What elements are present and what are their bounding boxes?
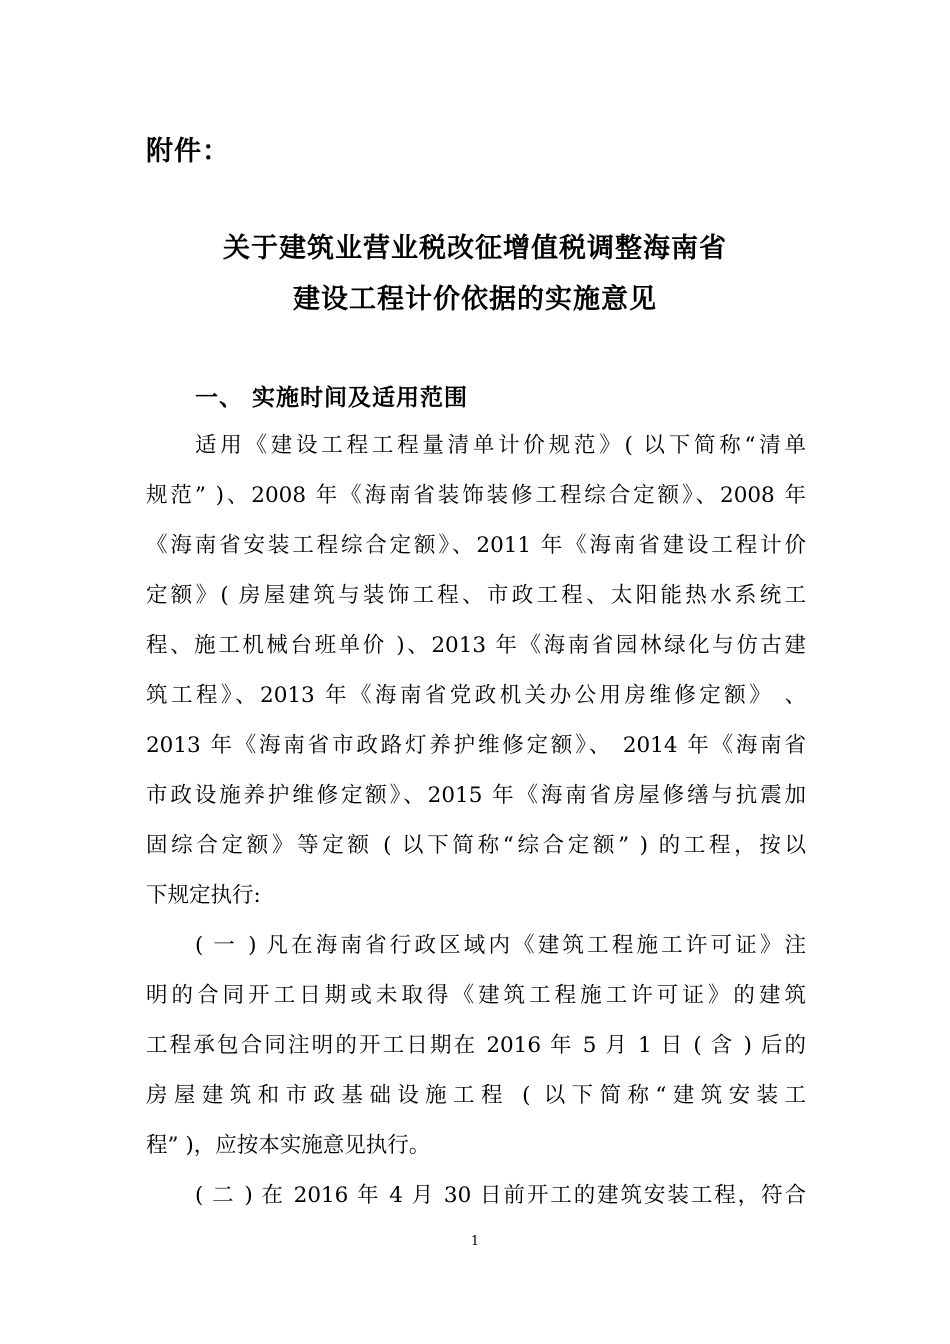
- body-line: 《海南省安装工程综合定额》、2011 年《海南省建设工程计价: [146, 533, 806, 558]
- body-line: ( 二 ) 在 2016 年 4 月 30 日前开工的建筑安装工程，符合: [195, 1183, 806, 1208]
- body-line: 工程承包合同注明的开工日期在 2016 年 5 月 1 日 ( 含 ) 后的: [146, 1033, 806, 1058]
- body-line: 2013 年《海南省市政路灯养护维修定额》、 2014 年《海南省: [146, 733, 806, 758]
- body-line: 程、施工机械台班单价 )、2013 年《海南省园林绿化与仿古建: [146, 633, 806, 658]
- body-line: ( 一 ) 凡在海南省行政区域内《建筑工程施工许可证》注: [195, 933, 806, 958]
- attachment-label: 附件：: [146, 136, 230, 167]
- page-number: 1: [470, 1234, 480, 1249]
- body-line: 适用《建设工程工程量清单计价规范》( 以下简称“清单: [195, 433, 806, 458]
- section-heading: 一、 实施时间及适用范围: [195, 385, 469, 411]
- body-line: 规范” )、2008 年《海南省装饰装修工程综合定额》、2008 年: [146, 483, 806, 508]
- body-line: 下规定执行:: [146, 883, 261, 908]
- body-line: 定额》( 房屋建筑与装饰工程、市政工程、太阳能热水系统工: [146, 583, 806, 608]
- body-line: 固综合定额》等定额 ( 以下简称“综合定额” ) 的工程，按以: [146, 833, 806, 858]
- body-line: 市政设施养护维修定额》、2015 年《海南省房屋修缮与抗震加: [146, 783, 806, 808]
- body-line: 筑工程》、2013 年《海南省党政机关办公用房维修定额》 、: [146, 683, 806, 708]
- document-title-line-1: 关于建筑业营业税改征增值税调整海南省: [223, 233, 727, 264]
- document-title-line-2: 建设工程计价依据的实施意见: [293, 284, 657, 315]
- body-line: 房屋建筑和市政基础设施工程 ( 以下简称“建筑安装工: [146, 1083, 806, 1108]
- body-line: 明的合同开工日期或未取得《建筑工程施工许可证》的建筑: [146, 983, 806, 1008]
- body-line: 程” )，应按本实施意见执行。: [146, 1133, 431, 1158]
